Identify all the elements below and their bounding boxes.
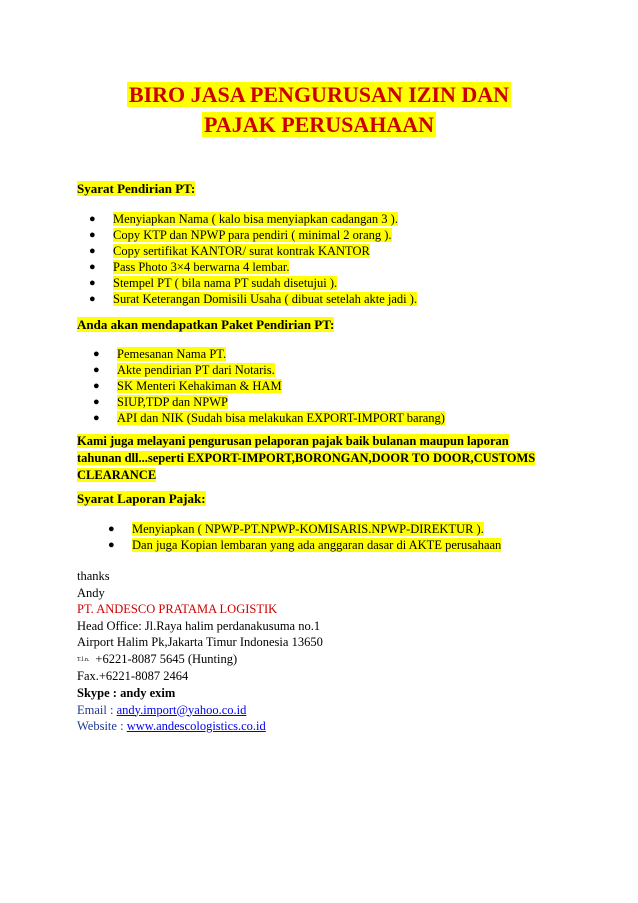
thanks-text: thanks [77, 569, 110, 583]
office-address: Head Office: Jl.Raya halim perdanakusuma no.1 [77, 618, 321, 633]
list-item: ● SK Menteri Kehakiman & HAM [93, 379, 282, 393]
list-item: ● Pass Photo 3×4 berwarna 4 lembar. [89, 260, 290, 274]
email-line [77, 702, 323, 719]
bullet-icon: ● [93, 364, 100, 376]
paket-heading: Anda akan mendapatkan Paket Pendirian PT: [77, 317, 335, 332]
bullet-icon: ● [89, 293, 96, 305]
list-item: ● Menyiapkan Nama ( kalo bisa menyiapkan cadangan 3 ). [89, 212, 398, 226]
telephone-label: T.l.n. [77, 656, 90, 663]
list-item: ● Stempel PT ( bila nama PT sudah disetujui ). [89, 276, 338, 290]
skype-line: Skype : andy exim [77, 685, 176, 700]
website-label: Website : [77, 719, 127, 734]
syarat-pendirian-heading: Syarat Pendirian PT: [77, 181, 196, 196]
bullet-icon: ● [108, 523, 115, 535]
list-item: ● Pemesanan Nama PT. [93, 347, 227, 361]
website-line [77, 718, 323, 735]
sender-name: Andy [77, 585, 105, 600]
list-item: ● API dan NIK (Sudah bisa melakukan EXPORT-IMPORT barang) [93, 411, 445, 425]
bullet-icon: ● [108, 539, 115, 551]
bullet-icon: ● [89, 245, 96, 257]
bullet-icon: ● [93, 348, 100, 360]
telephone-number: +6221-8087 5645 (Hunting) [95, 651, 238, 666]
list-item: ● Surat Keterangan Domisili Usaha ( dibuat setelah akte jadi ). [89, 292, 418, 306]
page-title [0, 80, 638, 140]
bullet-icon: ● [93, 396, 100, 408]
list-item: ● SIUP,TDP dan NPWP [93, 395, 229, 409]
bullet-icon: ● [93, 380, 100, 392]
paket-list [93, 346, 445, 426]
bullet-icon: ● [89, 229, 96, 241]
laporan-pajak-heading: Syarat Laporan Pajak: [77, 491, 206, 506]
website-link[interactable]: www.andescologistics.co.id [126, 719, 266, 734]
syarat-pendirian-list [89, 211, 418, 307]
laporan-pajak-list [108, 521, 502, 553]
bullet-icon: ● [89, 277, 96, 289]
email-label: Email : [77, 702, 117, 717]
company-name: PT. ANDESCO PRATAMA LOGISTIK [77, 602, 278, 617]
list-item: ● Copy KTP dan NPWP para pendiri ( minimal 2 orang ). [89, 228, 392, 242]
signature-block [77, 568, 323, 735]
city-address: Airport Halim Pk,Jakarta Timur Indonesia 13650 [77, 635, 323, 650]
telephone-line [77, 651, 323, 668]
list-item: ● Copy sertifikat KANTOR/ surat kontrak KANTOR [89, 244, 370, 258]
title-line-1: BIRO JASA PENGURUSAN IZIN DAN [128, 82, 510, 107]
layanan-paragraph: Kami juga melayani pengurusan pelaporan pajak baik bulanan maupun laporan tahunan dll...seperti EXPORT-IMPORT,BORONGAN,DOOR TO DOOR,CUSTOMS CLEARANCE [77, 434, 536, 482]
list-item: ● Menyiapkan ( NPWP-PT.NPWP-KOMISARIS.NPWP-DIREKTUR ). [108, 522, 484, 536]
bullet-icon: ● [89, 261, 96, 273]
bullet-icon: ● [93, 412, 100, 424]
fax-line: Fax.+6221-8087 2464 [77, 669, 189, 684]
list-item: ● Akte pendirian PT dari Notaris. [93, 363, 275, 377]
list-item: ● Dan juga Kopian lembaran yang ada anggaran dasar di AKTE perusahaan [108, 538, 502, 552]
email-link[interactable]: andy.import@yahoo.co.id [116, 702, 247, 717]
bullet-icon: ● [89, 213, 96, 225]
title-line-2: PAJAK PERUSAHAAN [204, 112, 434, 137]
